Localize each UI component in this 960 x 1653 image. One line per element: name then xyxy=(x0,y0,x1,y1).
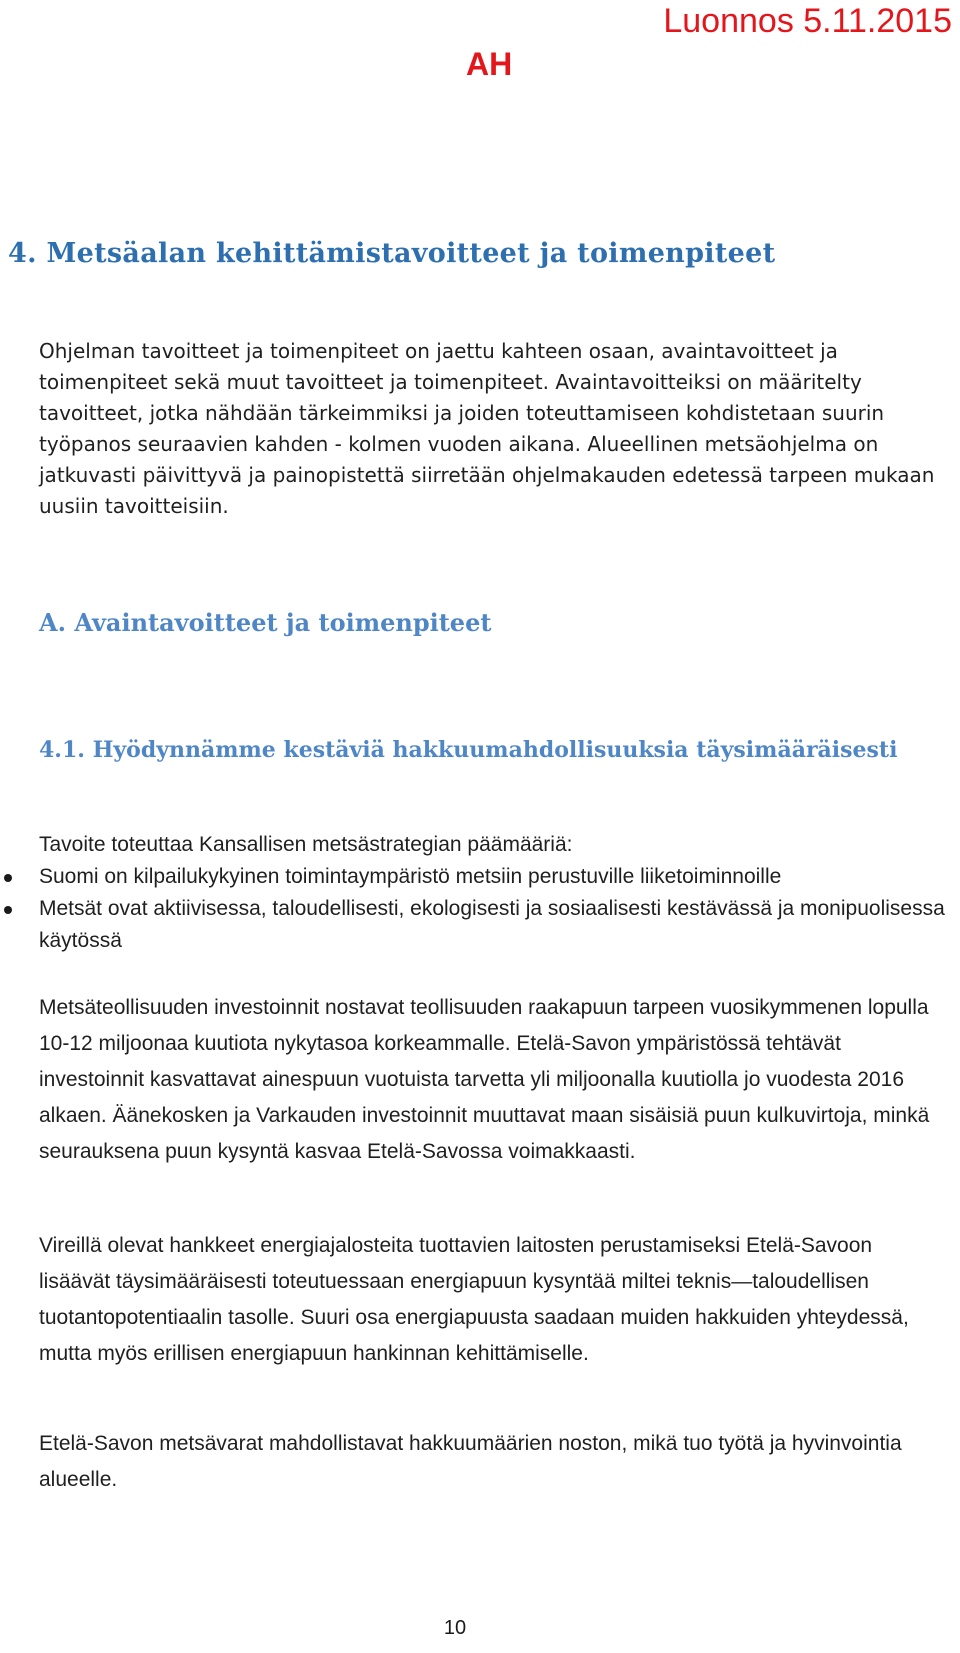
paragraph-investments: Metsäteollisuuden investoinnit nostavat teollisuuden raakapuun tarpeen vuosikymmenen lopulla 10-12 miljoonaa kuutiota nykytasoa korkeammalle. Etelä-Savon ympäristössä tehtävät investoinnit kasvattavat ainespuun vuotuista tarvetta yli miljoonalla kuutiolla jo vuodesta 2016 alkaen. Äänekosken ja Varkauden investoinnit muuttavat maan sisäisiä puun kulkuvirtoja, minkä seurauksena puun kysyntä kasvaa Etelä-Savossa voimakkaasti. xyxy=(39,996,930,1163)
page-number: 10 xyxy=(443,1617,467,1639)
list-item xyxy=(0,893,960,957)
goal-intro: Tavoite toteuttaa Kansallisen metsästrategian päämääriä: xyxy=(39,833,573,856)
list-item xyxy=(0,861,960,893)
bullet-icon xyxy=(4,906,12,914)
goal-bullet-list xyxy=(0,861,960,957)
list-item-text: Metsät ovat aktiivisessa, taloudellisesti, ekologisesti ja sosiaalisesti kestävässä ja monipuolisessa käytössä xyxy=(39,897,945,952)
bullet-icon xyxy=(4,874,12,882)
draft-label: Luonnos 5.11.2015 xyxy=(663,2,952,40)
paragraph-forest-resources: Etelä-Savon metsävarat mahdollistavat hakkuumäärien noston, mikä tuo työtä ja hyvinvointia alueelle. xyxy=(39,1432,902,1491)
author-initials: AH xyxy=(466,46,513,82)
paragraph-energy: Vireillä olevat hankkeet energiajalosteita tuottavien laitosten perustamiseksi Etelä-Savoon lisäävät täysimääräisesti toteutuessaan energiapuun kysyntää miltei teknis—taloudellisen tuotantopotentiaalin tasolle. Suuri osa energiapuusta saadaan muiden hakkuiden yhteydessä, mutta myös erillisen energiapuun hankinnan kehittämiselle. xyxy=(39,1234,909,1365)
section-intro-paragraph: Ohjelman tavoitteet ja toimenpiteet on jaettu kahteen osaan, avaintavoitteet ja toimenpiteet sekä muut tavoitteet ja toimenpiteet. Avaintavoitteiksi on määritelty tavoitteet, jotka nähdään tärkeimmiksi ja joiden toteuttamiseen kohdistetaan suurin työpanos seuraavien kahden - kolmen vuoden aikana. Alueellinen metsäohjelma on jatkuvasti päivittyvä ja painopistettä siirretään ohjelmakauden edetessä tarpeen mukaan uusiin tavoitteisiin. xyxy=(39,339,935,518)
section-heading: 4. Metsäalan kehittämistavoitteet ja toimenpiteet xyxy=(8,238,776,269)
list-item-text: Suomi on kilpailukykyinen toimintaympäristö metsiin perustuville liiketoiminnoille xyxy=(39,865,782,888)
subsection-heading: A. Avaintavoitteet ja toimenpiteet xyxy=(39,608,492,637)
goal-heading: 4.1. Hyödynnämme kestäviä hakkuumahdollisuuksia täysimääräisesti xyxy=(39,737,898,763)
